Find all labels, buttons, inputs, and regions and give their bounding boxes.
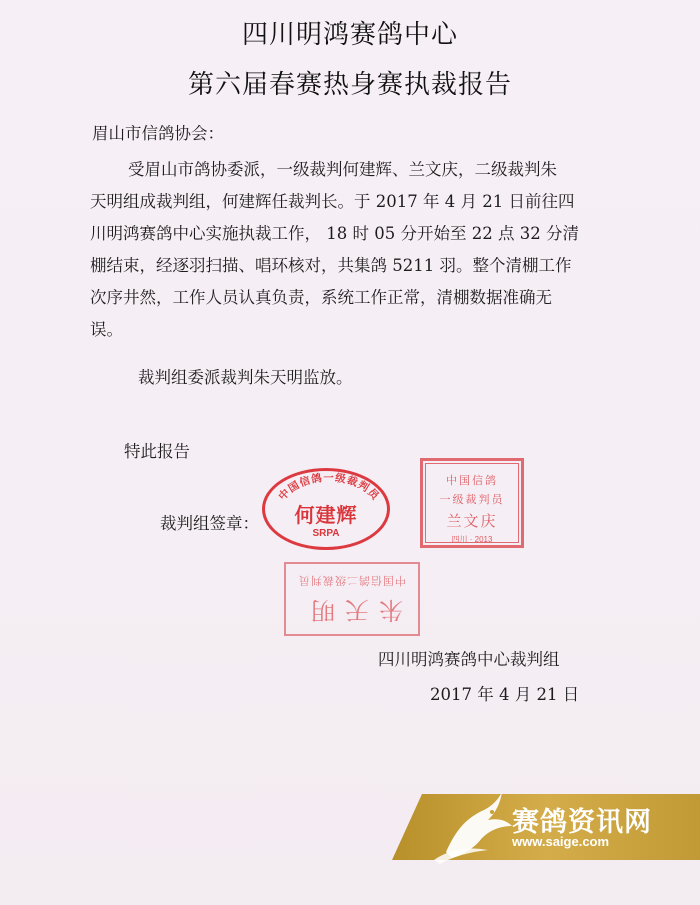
- oval-seal-name: 何建辉: [294, 503, 358, 527]
- mirrored-seal-stamp: [284, 562, 420, 636]
- closing-text: 特此报告: [124, 442, 190, 461]
- oval-seal-sub: SRPA: [312, 528, 340, 539]
- watermark-banner: [392, 794, 700, 860]
- rect-seal-line2: 一级裁判员: [439, 493, 505, 506]
- pigeon-logo-icon: [426, 790, 516, 866]
- body-line-6: 误。: [90, 320, 123, 339]
- body-line-2: 天明组成裁判组，何建辉任裁判长。于 2017 年 4 月 21 日前往四: [90, 192, 575, 211]
- document-title-org: 四川明鸿赛鸽中心: [241, 20, 458, 50]
- rect-seal-line1: 中国信鸽: [446, 474, 498, 487]
- document-title-report: 第六届春赛热身赛执裁报告: [187, 70, 512, 100]
- addressee: 眉山市信鸽协会：: [92, 124, 224, 143]
- watermark-title: 赛鸽资讯网: [512, 807, 652, 838]
- oval-seal-arc-text: 中国信鸽一级裁判员: [276, 472, 382, 503]
- signature-label: 裁判组签章：: [160, 514, 259, 533]
- oval-seal-stamp: [262, 468, 390, 550]
- body-line-5: 次序井然，工作人员认真负责，系统工作正常，清棚数据准确无: [90, 288, 552, 307]
- mirrored-seal-name: 朱天明: [301, 596, 403, 624]
- rect-seal-name: 兰文庆: [446, 512, 498, 530]
- rect-seal-footer: 四川 · 2013: [451, 535, 493, 544]
- issue-date: 2017 年 4 月 21 日: [430, 685, 580, 704]
- issuer: 四川明鸿赛鸽中心裁判组: [378, 650, 560, 669]
- body-line-1: 受眉山市鸽协委派，一级裁判何建辉、兰文庆，二级裁判朱: [128, 160, 557, 179]
- supervision-note: 裁判组委派裁判朱天明监放。: [138, 368, 353, 387]
- body-line-3: 川明鸿赛鸽中心实施执裁工作， 18 时 05 分开始至 22 点 32 分清: [90, 224, 579, 243]
- mirrored-seal-sub: 中国信鸽二级裁判员: [298, 574, 406, 587]
- rect-seal-stamp: [420, 458, 524, 548]
- body-line-4: 棚结束，经逐羽扫描、唱环核对，共集鸽 5211 羽。整个清棚工作: [90, 256, 572, 275]
- watermark-url: www.saige.com: [512, 834, 610, 849]
